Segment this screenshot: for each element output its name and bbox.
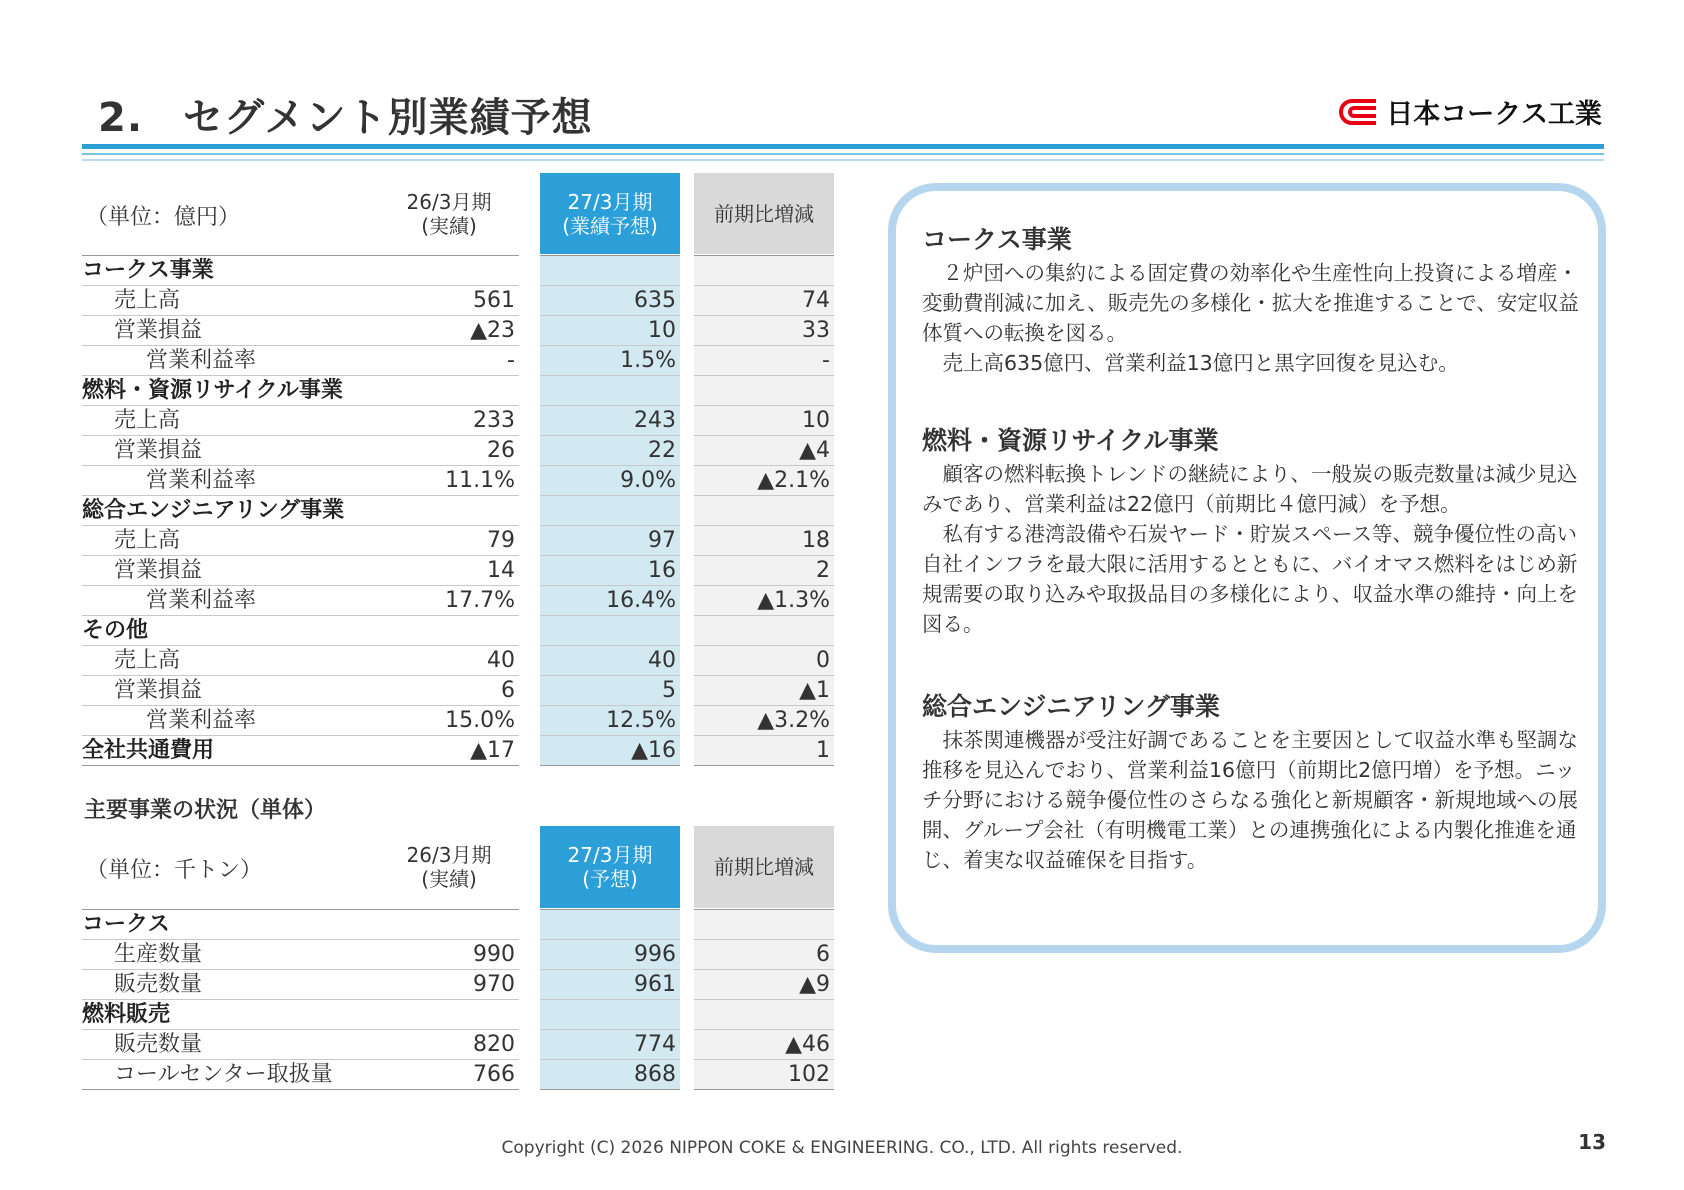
cell-actual: 14 — [487, 558, 515, 583]
row-label: 営業利益率 — [146, 348, 257, 373]
cell-forecast: 868 — [634, 1062, 676, 1087]
row-label: 生産数量 — [114, 942, 203, 967]
cell-actual: ▲17 — [470, 738, 515, 763]
section-row — [82, 616, 842, 646]
row-divider — [540, 1089, 680, 1090]
section-row — [82, 256, 842, 286]
row-divider — [694, 765, 834, 766]
panel-section-heading: 総合エンジニアリング事業 — [922, 692, 1220, 721]
cell-forecast: 635 — [634, 288, 676, 313]
cell-actual: 561 — [473, 288, 515, 313]
cell-change: ▲4 — [799, 438, 830, 463]
table-row — [82, 526, 842, 556]
table-row — [82, 406, 842, 436]
cell-change: ▲46 — [785, 1032, 830, 1057]
row-divider — [540, 765, 680, 766]
cell-forecast: 40 — [648, 648, 676, 673]
column-header-line: 前期比増減 — [714, 201, 814, 226]
row-label: 販売数量 — [114, 1032, 203, 1057]
section-row — [82, 736, 842, 766]
cell-change: ▲1.3% — [757, 588, 830, 613]
table-row — [82, 586, 842, 616]
section-row — [82, 910, 842, 940]
column-header-line: 前期比増減 — [714, 855, 814, 879]
cell-forecast: 12.5% — [606, 708, 676, 733]
table-row — [82, 1030, 842, 1060]
cell-change: - — [822, 348, 830, 373]
table-row — [82, 556, 842, 586]
table-row — [82, 706, 842, 736]
cell-change: ▲2.1% — [757, 468, 830, 493]
row-label: 営業利益率 — [146, 588, 257, 613]
cell-actual: 15.0% — [445, 708, 515, 733]
unit-label: （単位：億円） — [86, 204, 241, 230]
row-label: 売上高 — [114, 528, 181, 553]
cell-forecast: 774 — [634, 1032, 676, 1057]
column-header-line: 26/3月期 — [406, 843, 492, 867]
unit-label: （単位：千トン） — [86, 858, 263, 883]
column-header-line: 27/3月期 — [567, 843, 653, 867]
cell-change: 74 — [802, 288, 830, 313]
cell-change: 2 — [816, 558, 830, 583]
table-row — [82, 646, 842, 676]
header-rule — [82, 144, 1604, 149]
row-label: 販売数量 — [114, 972, 203, 997]
cell-forecast: 10 — [648, 318, 676, 343]
panel-paragraph: 私有する港湾設備や石炭ヤード・貯炭スペース等、競争優位性の高い自社インフラを最大限に活用するとともに、バイオマス燃料をはじめ新規需要の取り込みや取扱品目の多様化により、収益水準の維持・向上を図る。 — [922, 522, 1578, 636]
row-divider — [82, 765, 519, 766]
column-header-line: (実績) — [421, 867, 477, 891]
table-row — [82, 316, 842, 346]
row-label: 営業利益率 — [146, 708, 257, 733]
row-label: 総合エンジニアリング事業 — [82, 498, 345, 523]
table-row — [82, 940, 842, 970]
cell-actual: 26 — [487, 438, 515, 463]
row-label: 営業損益 — [114, 438, 203, 463]
row-label: 燃料・資源リサイクル事業 — [82, 378, 343, 403]
section-row — [82, 496, 842, 526]
row-label: 売上高 — [114, 408, 181, 433]
cell-actual: 990 — [473, 942, 515, 967]
row-label: 営業損益 — [114, 558, 203, 583]
page-title: 2. セグメント別業績予想 — [98, 95, 593, 141]
column-header-actual — [379, 826, 519, 908]
column-header-forecast — [540, 826, 680, 908]
panel-section-heading: 燃料・資源リサイクル事業 — [922, 426, 1219, 455]
header-rule — [82, 159, 1604, 161]
company-logo-icon — [1338, 98, 1380, 126]
page-number: 13 — [1578, 1130, 1606, 1154]
cell-actual: 11.1% — [445, 468, 515, 493]
column-header-line: 27/3月期 — [567, 189, 653, 214]
table-row — [82, 286, 842, 316]
panel-paragraph: 抹茶関連機器が受注好調であることを主要因として収益水準も堅調な推移を見込んでおり、営業利益16億円（前期比2億円増）を予想。ニッチ分野における競争優位性のさらなる強化と新規顧客・新規地域への展開、グループ会社（有明機電工業）との連携強化による内製化推進を通じ、着実な収益確保を目指す。 — [922, 728, 1578, 872]
row-label: コークス事業 — [82, 258, 214, 283]
cell-actual: 40 — [487, 648, 515, 673]
cell-change: ▲3.2% — [757, 708, 830, 733]
cell-forecast: 97 — [648, 528, 676, 553]
column-header-change — [694, 826, 834, 908]
panel-paragraph: 売上高635億円、営業利益13億円と黒字回復を見込む。 — [942, 351, 1459, 375]
row-label: 燃料販売 — [82, 1002, 171, 1027]
cell-forecast: 5 — [662, 678, 676, 703]
company-logo-text: 日本コークス工業 — [1386, 99, 1602, 130]
cell-actual: 233 — [473, 408, 515, 433]
cell-actual: 6 — [501, 678, 515, 703]
cell-forecast: 996 — [634, 942, 676, 967]
column-header-line: 26/3月期 — [406, 189, 492, 214]
section-row — [82, 376, 842, 406]
company-logo — [1338, 92, 1602, 131]
column-header-forecast — [540, 173, 680, 254]
cell-change: 18 — [802, 528, 830, 553]
copyright-footer: Copyright (C) 2026 NIPPON COKE & ENGINEERING. CO., LTD. All rights reserved. — [501, 1138, 1183, 1158]
cell-forecast: 961 — [634, 972, 676, 997]
cell-change: ▲9 — [799, 972, 830, 997]
column-header-actual — [379, 173, 519, 254]
panel-section-body — [922, 725, 1582, 875]
row-label: コークス — [82, 912, 170, 937]
cell-change: ▲1 — [799, 678, 830, 703]
cell-actual: 79 — [487, 528, 515, 553]
cell-forecast: ▲16 — [631, 738, 676, 763]
row-label: 営業利益率 — [146, 468, 257, 493]
row-label: コールセンター取扱量 — [114, 1062, 333, 1087]
row-divider — [82, 1089, 519, 1090]
cell-forecast: 9.0% — [620, 468, 676, 493]
table-row — [82, 676, 842, 706]
row-divider — [694, 1089, 834, 1090]
cell-actual: 17.7% — [445, 588, 515, 613]
panel-paragraph: ２炉団への集約による固定費の効率化や生産性向上投資による増産・変動費削減に加え、販売先の多様化・拡大を推進することで、安定収益体質への転換を図る。 — [922, 261, 1579, 345]
cell-change: 1 — [816, 738, 830, 763]
column-header-line: (実績) — [421, 213, 477, 238]
row-label: 全社共通費用 — [82, 738, 215, 763]
row-label: 営業損益 — [114, 678, 203, 703]
cell-forecast: 1.5% — [620, 348, 676, 373]
cell-change: 102 — [788, 1062, 830, 1087]
cell-actual: - — [507, 348, 515, 373]
cell-actual: 970 — [473, 972, 515, 997]
panel-section-heading: コークス事業 — [922, 225, 1072, 254]
table-row — [82, 466, 842, 496]
panel-section-body — [922, 459, 1582, 639]
table-row — [82, 970, 842, 1000]
cell-change: 10 — [802, 408, 830, 433]
panel-section-body — [922, 258, 1582, 378]
cell-forecast: 16.4% — [606, 588, 676, 613]
column-header-line: (予想) — [582, 867, 638, 891]
cell-forecast: 16 — [648, 558, 676, 583]
column-header-change — [694, 173, 834, 254]
column-header-line: (業績予想) — [562, 213, 658, 238]
row-label: 売上高 — [114, 288, 181, 313]
row-label: 営業損益 — [114, 318, 203, 343]
table-row — [82, 436, 842, 466]
table-row — [82, 346, 842, 376]
cell-actual: 820 — [473, 1032, 515, 1057]
cell-forecast: 22 — [648, 438, 676, 463]
row-label: その他 — [82, 618, 149, 643]
cell-forecast: 243 — [634, 408, 676, 433]
section-row — [82, 1000, 842, 1030]
header-rule — [82, 153, 1604, 155]
table-row — [82, 1060, 842, 1090]
cell-change: 6 — [816, 942, 830, 967]
cell-actual: 766 — [473, 1062, 515, 1087]
cell-change: 33 — [802, 318, 830, 343]
cell-actual: ▲23 — [470, 318, 515, 343]
cell-change: 0 — [816, 648, 830, 673]
row-label: 売上高 — [114, 648, 181, 673]
table2-heading: 主要事業の状況（単体） — [84, 798, 327, 823]
panel-paragraph: 顧客の燃料転換トレンドの継続により、一般炭の販売数量は減少見込みであり、営業利益は22億円（前期比４億円減）を予想。 — [922, 462, 1578, 516]
